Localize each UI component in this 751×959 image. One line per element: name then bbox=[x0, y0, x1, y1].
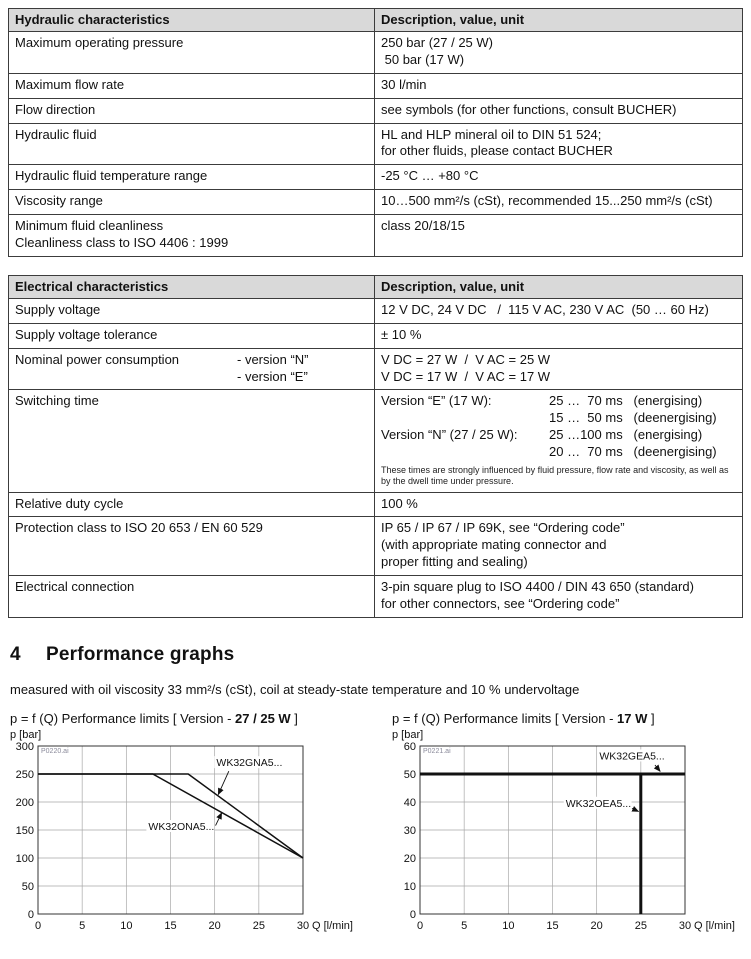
chart-block-27-25w bbox=[8, 711, 360, 943]
row-value-cell bbox=[375, 492, 743, 517]
row-value: (with appropriate mating connector and bbox=[381, 537, 607, 553]
svg-text:5: 5 bbox=[461, 919, 468, 932]
row-label: Switching time bbox=[15, 393, 99, 409]
measurement-conditions-text: measured with oil viscosity 33 mm²/s (cSt), coil at steady-state temperature and 10 % undervoltage bbox=[10, 681, 580, 697]
table-row bbox=[9, 517, 743, 576]
svg-text:20: 20 bbox=[403, 852, 416, 865]
table-row bbox=[9, 123, 743, 165]
svg-text:200: 200 bbox=[15, 796, 34, 809]
section-heading bbox=[10, 644, 743, 666]
table-row bbox=[9, 190, 743, 215]
switching-time: 20 … 70 ms (deenergising) bbox=[549, 444, 717, 460]
row-label: Protection class to ISO 20 653 / EN 60 529 bbox=[15, 520, 263, 536]
svg-text:p [bar]: p [bar] bbox=[392, 728, 424, 741]
section-title: Performance graphs bbox=[46, 643, 235, 665]
svg-text:30: 30 bbox=[296, 919, 310, 932]
row-value: 100 % bbox=[381, 495, 418, 511]
row-value-cell bbox=[375, 298, 743, 323]
row-value-cell bbox=[375, 348, 743, 390]
svg-text:20: 20 bbox=[590, 919, 603, 932]
svg-text:30: 30 bbox=[678, 919, 692, 932]
row-value: 10…500 mm²/s (cSt), recommended 15...250 mm²/s (cSt) bbox=[381, 193, 713, 209]
spacer bbox=[15, 369, 237, 386]
svg-text:10: 10 bbox=[403, 880, 416, 893]
table-row bbox=[9, 298, 743, 323]
svg-text:WK32OEA5...: WK32OEA5... bbox=[565, 797, 632, 810]
table-header-row bbox=[9, 9, 743, 32]
row-value: see symbols (for other functions, consult BUCHER) bbox=[381, 101, 677, 117]
switching-version: Version “E” (17 W): bbox=[381, 393, 492, 409]
row-label: Supply voltage bbox=[15, 301, 101, 317]
row-value: V DC = 27 W / V AC = 25 W bbox=[381, 351, 551, 367]
switching-time: 25 … 70 ms (energising) bbox=[549, 393, 703, 409]
table-row bbox=[9, 323, 743, 348]
svg-text:50: 50 bbox=[403, 768, 416, 781]
switching-version: Version “N” (27 / 25 W): bbox=[381, 427, 518, 443]
svg-text:300: 300 bbox=[15, 740, 34, 753]
chart-title: p = f (Q) Performance limits [ Version - 17 W ] bbox=[392, 710, 655, 726]
svg-text:p [bar]: p [bar] bbox=[10, 728, 42, 741]
row-label-cell bbox=[9, 73, 375, 98]
row-label-cell bbox=[9, 165, 375, 190]
switching-time: 25 …100 ms (energising) bbox=[549, 427, 703, 443]
row-value: 250 bar (27 / 25 W) bbox=[381, 35, 493, 50]
row-label: Flow direction bbox=[15, 101, 96, 117]
header-cell-description: Description, value, unit bbox=[375, 9, 743, 32]
row-label: Nominal power consumption bbox=[15, 351, 180, 367]
svg-text:100: 100 bbox=[15, 852, 34, 865]
row-value: for other fluids, please contact BUCHER bbox=[381, 143, 613, 159]
row-value-cell bbox=[375, 390, 743, 492]
svg-text:5: 5 bbox=[79, 919, 86, 932]
row-label: Electrical connection bbox=[15, 579, 135, 595]
svg-text:0: 0 bbox=[27, 908, 34, 921]
row-value-cell bbox=[375, 73, 743, 98]
svg-text:Q [l/min]: Q [l/min] bbox=[312, 919, 353, 932]
row-label: Hydraulic fluid bbox=[15, 126, 97, 142]
table-row bbox=[9, 165, 743, 190]
svg-text:0: 0 bbox=[416, 919, 424, 932]
svg-text:25: 25 bbox=[252, 919, 265, 932]
svg-text:WK32GEA5...: WK32GEA5... bbox=[599, 750, 665, 763]
hydraulic-characteristics-table bbox=[8, 8, 743, 257]
svg-text:20: 20 bbox=[208, 919, 221, 932]
table-row bbox=[9, 98, 743, 123]
row-value-cell bbox=[375, 576, 743, 618]
switching-version bbox=[381, 444, 549, 461]
table-row bbox=[9, 348, 743, 390]
row-label-cell bbox=[9, 517, 375, 576]
chart-title: p = f (Q) Performance limits [ Version - 27 / 25 W ] bbox=[10, 710, 298, 726]
row-label-cell bbox=[9, 32, 375, 74]
row-label-cell bbox=[9, 348, 375, 390]
row-label: Supply voltage tolerance bbox=[15, 326, 158, 342]
svg-text:10: 10 bbox=[502, 919, 515, 932]
svg-text:250: 250 bbox=[15, 768, 34, 781]
chart-block-17w bbox=[390, 711, 742, 943]
performance-chart-17w bbox=[390, 728, 742, 943]
header-cell-description: Description, value, unit bbox=[375, 275, 743, 298]
row-label-cell bbox=[9, 323, 375, 348]
row-label: Viscosity range bbox=[15, 193, 103, 209]
row-label-cell bbox=[9, 123, 375, 165]
row-value-cell bbox=[375, 190, 743, 215]
header-cell-hydraulic: Hydraulic characteristics bbox=[9, 9, 375, 32]
row-label: Maximum operating pressure bbox=[15, 35, 184, 50]
row-value: -25 °C … +80 °C bbox=[381, 168, 479, 184]
svg-text:60: 60 bbox=[403, 740, 416, 753]
svg-text:P0220.ai: P0220.ai bbox=[41, 747, 69, 755]
row-label-cell bbox=[9, 576, 375, 618]
table-row bbox=[9, 32, 743, 74]
svg-text:P0221.ai: P0221.ai bbox=[423, 747, 451, 755]
version-e-label: - version “E” bbox=[237, 368, 308, 384]
row-value-cell bbox=[375, 323, 743, 348]
row-value: ± 10 % bbox=[381, 326, 422, 342]
row-value-cell bbox=[375, 517, 743, 576]
row-value: 3-pin square plug to ISO 4400 / DIN 43 650 (standard) bbox=[381, 579, 694, 595]
row-label-cell bbox=[9, 215, 375, 257]
row-value: proper fitting and sealing) bbox=[381, 554, 528, 570]
switching-time-note: These times are strongly influenced by fluid pressure, flow rate and viscosity, as well as by the dwell time under pressure. bbox=[381, 465, 729, 487]
svg-text:10: 10 bbox=[120, 919, 133, 932]
table-row bbox=[9, 492, 743, 517]
row-value: 50 bar (17 W) bbox=[381, 51, 465, 67]
chart-svg bbox=[390, 728, 742, 940]
svg-text:150: 150 bbox=[15, 824, 34, 837]
row-value: for other connectors, see “Ordering code” bbox=[381, 595, 620, 611]
row-value-cell bbox=[375, 123, 743, 165]
svg-text:15: 15 bbox=[546, 919, 559, 932]
svg-text:0: 0 bbox=[34, 919, 42, 932]
table-row bbox=[9, 390, 743, 492]
svg-text:WK32GNA5...: WK32GNA5... bbox=[216, 756, 283, 769]
table-row bbox=[9, 73, 743, 98]
row-label: Relative duty cycle bbox=[15, 495, 124, 511]
svg-text:30: 30 bbox=[403, 824, 416, 837]
switching-time: 15 … 50 ms (deenergising) bbox=[549, 410, 717, 426]
version-n-label: - version “N” bbox=[237, 351, 309, 367]
row-value: IP 65 / IP 67 / IP 69K, see “Ordering code” bbox=[381, 520, 625, 536]
svg-text:WK32ONA5...: WK32ONA5... bbox=[148, 820, 215, 833]
row-value-cell bbox=[375, 165, 743, 190]
row-value-cell bbox=[375, 215, 743, 257]
row-label-cell bbox=[9, 390, 375, 492]
row-value: 12 V DC, 24 V DC / 115 V AC, 230 V AC (50 … 60 Hz) bbox=[381, 301, 709, 317]
svg-text:15: 15 bbox=[164, 919, 177, 932]
svg-text:25: 25 bbox=[634, 919, 647, 932]
header-cell-electrical: Electrical characteristics bbox=[9, 275, 375, 298]
table-row bbox=[9, 215, 743, 257]
row-value: 30 l/min bbox=[381, 76, 427, 92]
svg-text:50: 50 bbox=[21, 880, 34, 893]
row-label: Hydraulic fluid temperature range bbox=[15, 168, 208, 184]
row-value: V DC = 17 W / V AC = 17 W bbox=[381, 368, 551, 384]
row-label-cell bbox=[9, 98, 375, 123]
row-value-cell bbox=[375, 32, 743, 74]
table-gap bbox=[8, 257, 743, 275]
chart-svg bbox=[8, 728, 360, 940]
performance-chart-27-25w bbox=[8, 728, 360, 943]
electrical-characteristics-table bbox=[8, 275, 743, 618]
row-label-cell bbox=[9, 298, 375, 323]
table-row bbox=[9, 576, 743, 618]
row-value: HL and HLP mineral oil to DIN 51 524; bbox=[381, 126, 602, 142]
svg-text:0: 0 bbox=[409, 908, 416, 921]
performance-graphs bbox=[8, 711, 743, 943]
row-label: Minimum fluid cleanliness bbox=[15, 218, 164, 234]
row-label: Maximum flow rate bbox=[15, 76, 125, 92]
svg-text:Q [l/min]: Q [l/min] bbox=[694, 919, 735, 932]
svg-text:40: 40 bbox=[403, 796, 416, 809]
switching-version bbox=[381, 410, 549, 427]
row-value-cell bbox=[375, 98, 743, 123]
row-value: class 20/18/15 bbox=[381, 218, 465, 234]
section-number: 4 bbox=[10, 643, 21, 665]
row-label-cell bbox=[9, 492, 375, 517]
row-label: Cleanliness class to ISO 4406 : 1999 bbox=[15, 235, 229, 251]
table-header-row bbox=[9, 275, 743, 298]
row-label-cell bbox=[9, 190, 375, 215]
